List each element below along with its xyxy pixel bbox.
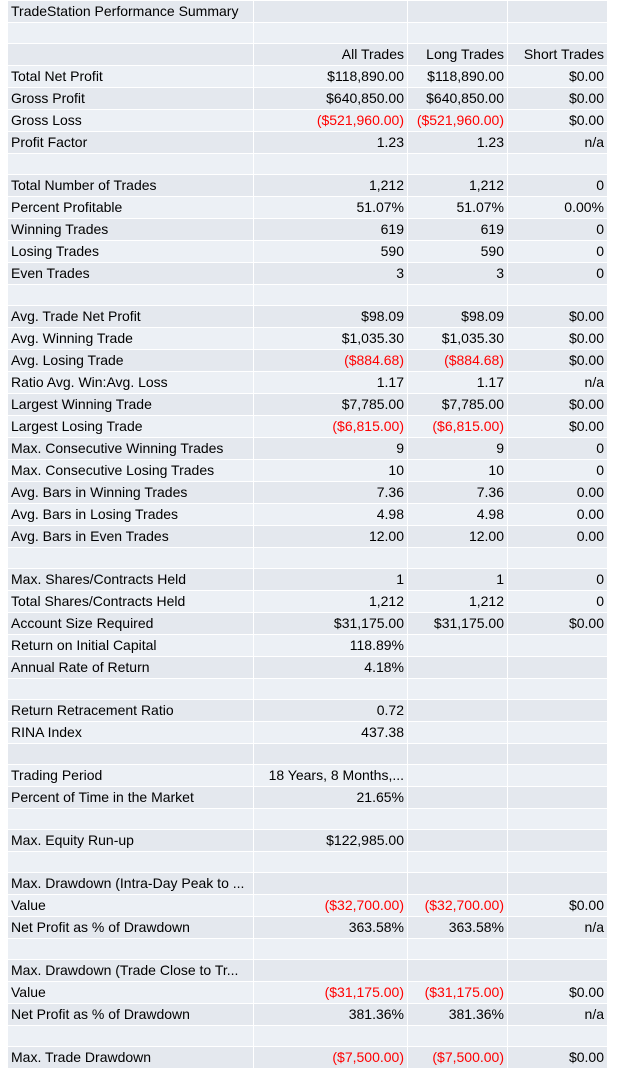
table-row-losing-trades (8, 241, 608, 263)
metric-value-long-trades: 381.36% (408, 1004, 508, 1026)
table-row-value (8, 982, 608, 1004)
metric-value-all-trades: ($31,175.00) (254, 982, 408, 1004)
metric-value-short-trades: 0 (508, 460, 608, 482)
empty-cell (254, 744, 408, 765)
table-row-winning-trades (8, 219, 608, 241)
metric-value-long-trades: 3 (408, 263, 508, 285)
metric-label: Avg. Bars in Losing Trades (8, 504, 254, 526)
metric-value-short-trades: 0.00% (508, 197, 608, 219)
empty-cell (254, 939, 408, 960)
metric-value-long-trades: $640,850.00 (408, 88, 508, 110)
empty-cell (408, 548, 508, 569)
metric-label: Return Retracement Ratio (8, 700, 254, 722)
empty-cell (408, 939, 508, 960)
metric-value-long-trades: 7.36 (408, 482, 508, 504)
empty-cell (508, 809, 608, 830)
metric-label: Value (8, 982, 254, 1004)
table-row-total-number-of-trades (8, 175, 608, 197)
table-row-max-consecutive-winning-trades (8, 438, 608, 460)
metric-value-short-trades: 0 (508, 219, 608, 241)
metric-value-short-trades: $0.00 (508, 895, 608, 917)
empty-cell (508, 285, 608, 306)
metric-value-all-trades: 437.38 (254, 722, 408, 744)
metric-value-short-trades (508, 873, 608, 895)
spacer-row (8, 852, 608, 873)
metric-value-all-trades: ($32,700.00) (254, 895, 408, 917)
column-header-all-trades: All Trades (254, 44, 408, 66)
metric-value-long-trades: 1,212 (408, 175, 508, 197)
metric-value-long-trades: 590 (408, 241, 508, 263)
metric-value-all-trades: 590 (254, 241, 408, 263)
spacer-row (8, 285, 608, 306)
empty-cell (408, 285, 508, 306)
metric-label: Even Trades (8, 263, 254, 285)
metric-value-all-trades: 381.36% (254, 1004, 408, 1026)
metric-value-all-trades: ($7,500.00) (254, 1047, 408, 1069)
table-row-return-retracement-ratio (8, 700, 608, 722)
metric-value-short-trades: 0 (508, 175, 608, 197)
metric-value-short-trades (508, 787, 608, 809)
metric-label: Max. Trade Drawdown (8, 1047, 254, 1069)
metric-value-all-trades: ($6,815.00) (254, 416, 408, 438)
metric-value-long-trades (408, 787, 508, 809)
metric-label: Account Size Required (8, 613, 254, 635)
empty-cell (8, 23, 254, 44)
metric-value-all-trades: 9 (254, 438, 408, 460)
empty-cell (508, 548, 608, 569)
metric-value-all-trades: 1.17 (254, 372, 408, 394)
metric-value-long-trades: 51.07% (408, 197, 508, 219)
table-row-trading-period (8, 765, 608, 787)
metric-label: Total Number of Trades (8, 175, 254, 197)
metric-value-all-trades: 4.98 (254, 504, 408, 526)
metric-value-short-trades: $0.00 (508, 110, 608, 132)
title-row (8, 1, 608, 23)
metric-value-long-trades: $118,890.00 (408, 66, 508, 88)
metric-label: Return on Initial Capital (8, 635, 254, 657)
empty-cell (8, 44, 254, 66)
metric-value-all-trades: 4.18% (254, 657, 408, 679)
metric-value-short-trades: $0.00 (508, 982, 608, 1004)
metric-value-all-trades: 118.89% (254, 635, 408, 657)
metric-label: Avg. Losing Trade (8, 350, 254, 372)
metric-value-all-trades (254, 873, 408, 895)
metric-value-short-trades: $0.00 (508, 328, 608, 350)
metric-value-long-trades (408, 722, 508, 744)
metric-value-long-trades: $98.09 (408, 306, 508, 328)
metric-value-all-trades: $1,035.30 (254, 328, 408, 350)
metric-value-short-trades: $0.00 (508, 394, 608, 416)
empty-cell (508, 744, 608, 765)
metric-value-long-trades (408, 700, 508, 722)
spacer-row (8, 679, 608, 700)
table-row-ratio-avg-win-avg-loss (8, 372, 608, 394)
empty-cell (508, 852, 608, 873)
table-row-largest-losing-trade (8, 416, 608, 438)
metric-value-long-trades: ($6,815.00) (408, 416, 508, 438)
metric-value-long-trades: 4.98 (408, 504, 508, 526)
metric-value-short-trades: 0 (508, 438, 608, 460)
empty-cell (408, 744, 508, 765)
empty-cell (508, 1, 608, 23)
table-row-annual-rate-of-return (8, 657, 608, 679)
table-row-total-shares-contracts-held (8, 591, 608, 613)
metric-label: Trading Period (8, 765, 254, 787)
metric-value-short-trades: 0.00 (508, 482, 608, 504)
table-row-profit-factor (8, 132, 608, 154)
metric-label: Net Profit as % of Drawdown (8, 917, 254, 939)
empty-cell (8, 744, 254, 765)
metric-value-all-trades: 18 Years, 8 Months,... (254, 765, 408, 787)
metric-value-long-trades: $1,035.30 (408, 328, 508, 350)
metric-value-short-trades: 0 (508, 591, 608, 613)
empty-cell (254, 154, 408, 175)
metric-label: Losing Trades (8, 241, 254, 263)
table-row-gross-profit (8, 88, 608, 110)
metric-value-all-trades: 1,212 (254, 591, 408, 613)
empty-cell (254, 679, 408, 700)
table-row-max-consecutive-losing-trades (8, 460, 608, 482)
metric-value-long-trades (408, 635, 508, 657)
metric-value-all-trades (254, 960, 408, 982)
metric-value-short-trades: $0.00 (508, 350, 608, 372)
table-row-gross-loss (8, 110, 608, 132)
metric-label: Ratio Avg. Win:Avg. Loss (8, 372, 254, 394)
spacer-row (8, 744, 608, 765)
empty-cell (508, 939, 608, 960)
metric-label: Max. Consecutive Winning Trades (8, 438, 254, 460)
table-row-avg-winning-trade (8, 328, 608, 350)
metric-label: Max. Drawdown (Intra-Day Peak to ... (8, 873, 254, 895)
metric-label: Gross Profit (8, 88, 254, 110)
metric-value-all-trades: 1.23 (254, 132, 408, 154)
metric-value-short-trades: 0 (508, 241, 608, 263)
table-row-max-drawdown-intra-day-peak-to (8, 873, 608, 895)
metric-value-long-trades: 1.17 (408, 372, 508, 394)
metric-value-short-trades: n/a (508, 917, 608, 939)
metric-value-long-trades: ($7,500.00) (408, 1047, 508, 1069)
empty-cell (254, 548, 408, 569)
metric-label: Largest Winning Trade (8, 394, 254, 416)
table-row-avg-bars-in-losing-trades (8, 504, 608, 526)
empty-cell (508, 679, 608, 700)
column-header-long-trades: Long Trades (408, 44, 508, 66)
metric-value-all-trades: $122,985.00 (254, 830, 408, 852)
metric-value-all-trades: ($884.68) (254, 350, 408, 372)
table-row-avg-losing-trade (8, 350, 608, 372)
metric-value-long-trades: 1.23 (408, 132, 508, 154)
metric-value-all-trades: 1,212 (254, 175, 408, 197)
empty-cell (408, 154, 508, 175)
table-row-return-on-initial-capital (8, 635, 608, 657)
table-row-account-size-required (8, 613, 608, 635)
table-row-largest-winning-trade (8, 394, 608, 416)
metric-label: Total Net Profit (8, 66, 254, 88)
metric-label: Percent Profitable (8, 197, 254, 219)
metric-value-all-trades: 12.00 (254, 526, 408, 548)
metric-label: Annual Rate of Return (8, 657, 254, 679)
metric-value-short-trades (508, 765, 608, 787)
metric-value-all-trades: $98.09 (254, 306, 408, 328)
empty-cell (8, 154, 254, 175)
empty-cell (508, 23, 608, 44)
metric-value-all-trades: 0.72 (254, 700, 408, 722)
metric-value-long-trades (408, 657, 508, 679)
metric-label: Max. Equity Run-up (8, 830, 254, 852)
metric-value-all-trades: 3 (254, 263, 408, 285)
metric-value-long-trades: 619 (408, 219, 508, 241)
empty-cell (254, 285, 408, 306)
metric-label: Largest Losing Trade (8, 416, 254, 438)
metric-value-short-trades: 0 (508, 263, 608, 285)
performance-summary-body (8, 1, 608, 1069)
metric-value-short-trades (508, 960, 608, 982)
empty-cell (408, 23, 508, 44)
metric-label: Avg. Bars in Even Trades (8, 526, 254, 548)
metric-value-all-trades: 363.58% (254, 917, 408, 939)
table-row-value (8, 895, 608, 917)
metric-label: Winning Trades (8, 219, 254, 241)
metric-value-all-trades: 51.07% (254, 197, 408, 219)
table-row-avg-bars-in-even-trades (8, 526, 608, 548)
metric-label: Value (8, 895, 254, 917)
metric-value-long-trades: ($521,960.00) (408, 110, 508, 132)
metric-value-all-trades: 1 (254, 569, 408, 591)
empty-cell (8, 548, 254, 569)
metric-value-long-trades: 1,212 (408, 591, 508, 613)
table-row-even-trades (8, 263, 608, 285)
page-title: TradeStation Performance Summary (8, 1, 254, 23)
table-row-max-shares-contracts-held (8, 569, 608, 591)
metric-value-short-trades (508, 722, 608, 744)
metric-value-long-trades (408, 873, 508, 895)
table-row-avg-trade-net-profit (8, 306, 608, 328)
metric-label: Max. Consecutive Losing Trades (8, 460, 254, 482)
performance-summary-table (8, 1, 608, 1069)
metric-value-long-trades: 9 (408, 438, 508, 460)
table-row-percent-profitable (8, 197, 608, 219)
table-row-rina-index (8, 722, 608, 744)
metric-label: Max. Drawdown (Trade Close to Tr... (8, 960, 254, 982)
metric-label: Avg. Bars in Winning Trades (8, 482, 254, 504)
column-header-short-trades: Short Trades (508, 44, 608, 66)
metric-value-short-trades (508, 635, 608, 657)
column-header-row (8, 44, 608, 66)
empty-cell (254, 1, 408, 23)
metric-value-long-trades: $31,175.00 (408, 613, 508, 635)
metric-value-short-trades (508, 657, 608, 679)
table-row-percent-of-time-in-the-market (8, 787, 608, 809)
empty-cell (8, 809, 254, 830)
table-row-max-equity-run-up (8, 830, 608, 852)
metric-value-long-trades: ($884.68) (408, 350, 508, 372)
table-row-total-net-profit (8, 66, 608, 88)
metric-label: Total Shares/Contracts Held (8, 591, 254, 613)
spacer-row (8, 548, 608, 569)
metric-label: Max. Shares/Contracts Held (8, 569, 254, 591)
spacer-row (8, 809, 608, 830)
metric-value-long-trades: 1 (408, 569, 508, 591)
table-row-avg-bars-in-winning-trades (8, 482, 608, 504)
table-row-net-profit-as-of-drawdown (8, 1004, 608, 1026)
metric-value-long-trades (408, 830, 508, 852)
metric-value-short-trades: 0 (508, 569, 608, 591)
empty-cell (254, 852, 408, 873)
metric-value-long-trades: 12.00 (408, 526, 508, 548)
metric-value-short-trades: n/a (508, 372, 608, 394)
metric-label: Profit Factor (8, 132, 254, 154)
metric-value-short-trades: $0.00 (508, 613, 608, 635)
metric-value-all-trades: 21.65% (254, 787, 408, 809)
table-row-max-drawdown-trade-close-to-tr (8, 960, 608, 982)
metric-value-long-trades: ($32,700.00) (408, 895, 508, 917)
metric-label: Percent of Time in the Market (8, 787, 254, 809)
table-row-net-profit-as-of-drawdown (8, 917, 608, 939)
table-row-max-trade-drawdown (8, 1047, 608, 1069)
metric-value-long-trades: $7,785.00 (408, 394, 508, 416)
metric-value-all-trades: $118,890.00 (254, 66, 408, 88)
empty-cell (8, 285, 254, 306)
metric-label: Avg. Trade Net Profit (8, 306, 254, 328)
metric-label: RINA Index (8, 722, 254, 744)
metric-value-all-trades: 619 (254, 219, 408, 241)
metric-value-all-trades: ($521,960.00) (254, 110, 408, 132)
empty-cell (254, 809, 408, 830)
metric-value-all-trades: 7.36 (254, 482, 408, 504)
metric-value-long-trades (408, 960, 508, 982)
metric-value-long-trades: 363.58% (408, 917, 508, 939)
metric-label: Avg. Winning Trade (8, 328, 254, 350)
empty-cell (408, 1, 508, 23)
metric-value-all-trades: $640,850.00 (254, 88, 408, 110)
metric-value-short-trades: $0.00 (508, 66, 608, 88)
empty-cell (8, 939, 254, 960)
empty-cell (408, 679, 508, 700)
metric-value-short-trades: $0.00 (508, 306, 608, 328)
metric-value-short-trades: 0.00 (508, 526, 608, 548)
metric-value-long-trades: ($31,175.00) (408, 982, 508, 1004)
spacer-row (8, 939, 608, 960)
empty-cell (408, 852, 508, 873)
spacer-row (8, 23, 608, 44)
metric-value-short-trades: $0.00 (508, 88, 608, 110)
metric-value-long-trades: 10 (408, 460, 508, 482)
spacer-row (8, 154, 608, 175)
metric-value-short-trades: $0.00 (508, 416, 608, 438)
metric-value-short-trades: n/a (508, 132, 608, 154)
metric-value-all-trades: $31,175.00 (254, 613, 408, 635)
metric-value-short-trades: 0.00 (508, 504, 608, 526)
metric-value-short-trades: $0.00 (508, 1047, 608, 1069)
metric-value-short-trades: n/a (508, 1004, 608, 1026)
metric-value-long-trades (408, 765, 508, 787)
empty-cell (8, 852, 254, 873)
metric-label: Net Profit as % of Drawdown (8, 1004, 254, 1026)
empty-cell (408, 809, 508, 830)
metric-label: Gross Loss (8, 110, 254, 132)
empty-cell (254, 23, 408, 44)
empty-cell (508, 154, 608, 175)
metric-value-short-trades (508, 830, 608, 852)
empty-cell (8, 679, 254, 700)
metric-value-all-trades: 10 (254, 460, 408, 482)
metric-value-short-trades (508, 700, 608, 722)
metric-value-all-trades: $7,785.00 (254, 394, 408, 416)
